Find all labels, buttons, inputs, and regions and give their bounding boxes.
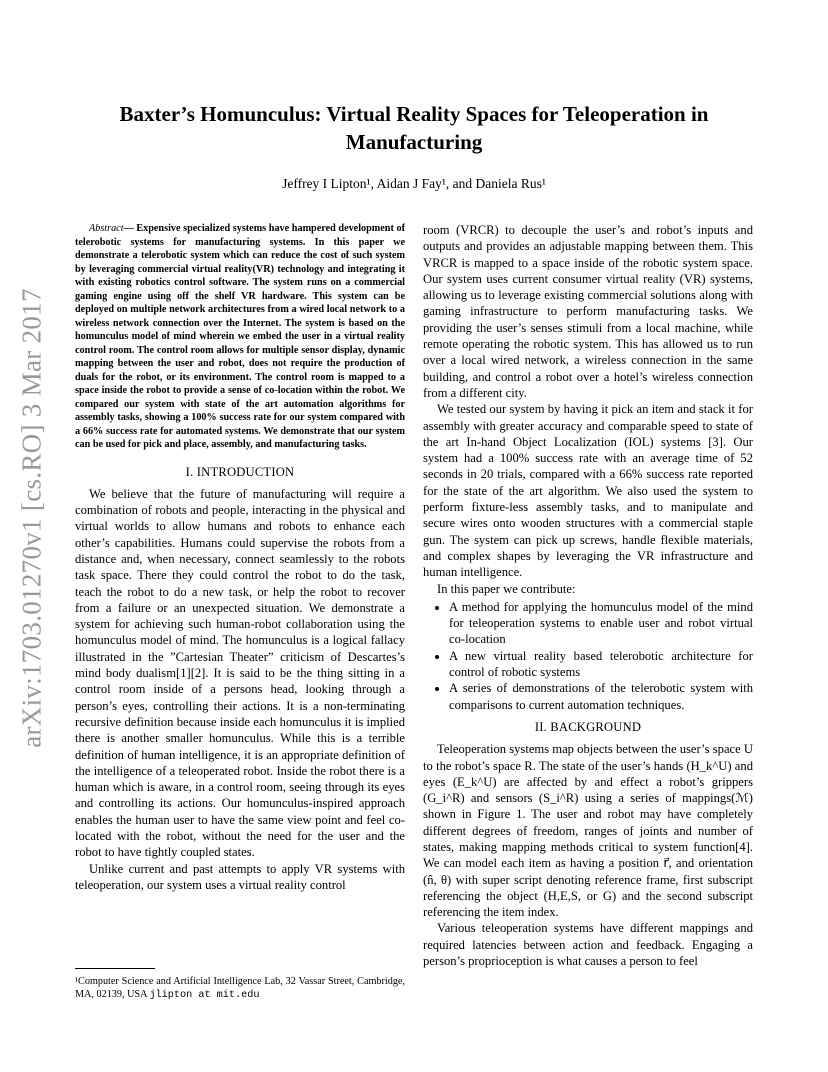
background-paragraph-2: Various teleoperation systems have different mappings and required latencies between action and feedback. Engaging a person’s proprioception is what causes a person to feel — [423, 921, 753, 969]
footnote-divider — [75, 968, 155, 969]
abstract-text: — Expensive specialized systems have hampered development of telerobotic systems for manufacturing systems. In this paper we demonstrate a telerobotic system which can reduce the cost of such system by leveraging commercial virtual reality(VR) technology and integrating it with existing robotics control software. The system runs on a commercial gaming engine using off the shelf VR hardware. This system can be deployed on multiple network architectures from a wired local network to a wireless network connection over the Internet. The system is based on the homunculus model of mind wherein we embed the user in a virtual reality control room. The control room allows for multiple sensor display, dynamic mapping between the user and robot, does not require the production of duals for the robot, or its environment. The control room is mapped to a space inside the robot to provide a sense of co-location within the robot. We compared our system with state of the art automation algorithms for assembly tasks, showing a 100% success rate for our system compared with a 66% success rate for automated systems. We demonstrate that our system can be used for pick and place, assembly, and manufacturing tasks. — [75, 223, 405, 450]
contribution-item: • A method for applying the homunculus model of the mind for teleoperation systems to enable user and robot virtual co-location — [449, 599, 753, 648]
abstract-label: Abstract — [89, 223, 124, 234]
intro-paragraph-2-part-b: room (VRCR) to decouple the user’s and robot’s inputs and outputs and provides an adjustable mapping between them. This VRCR is mapped to a space inside of the robotic system space. Our system uses current consumer virtual reality (VR) systems, allowing us to leverage existing commercial solutions along with gaming infrastructure to perform manufacturing tasks. We providing the user’s senses stimuli from a local machine, while remote operating the robotic system. This has allowed us to run over a local wired network, a wireless connection in the same building, and control a robot over a hotel’s wireless connection from a different city. — [423, 223, 753, 400]
intro-paragraph-4: In this paper we contribute: — [437, 581, 576, 596]
contribution-item: • A new virtual reality based telerobotic architecture for control of robotic systems — [449, 648, 753, 681]
footnote-text: ¹Computer Science and Artificial Intelligence Lab, 32 Vassar Street, Cambridge, MA, 02139, USA — [75, 976, 405, 1000]
background-paragraph-1: Teleoperation systems map objects between the user’s space U to the robot’s space R. The state of the user’s hands (H_k^U) and eyes (E_k^U) are affected by and effect a robot’s grippers (G_i^R) and sensors (S_i^R) using a series of mappings(ℳ) shown in Figure 1. The user and robot may have completely different degrees of freedom, ranges of joints and number of states, making mapping methods critical to system function[4]. We can model each item as having a position r⃗, and orientation (n̂, θ) with super script denoting reference frame, first subscript referencing the object (H,E,S, or G) and the second subscript referencing the item index. — [423, 742, 753, 920]
intro-paragraph-1: We believe that the future of manufacturing will require a combination of robots and people, interacting in the physical and virtual worlds to allow humans and robots to enhance each other’s capabilities. Humans could supervise the robots from a distance and, when necessary, connect seamlessly to the robots task space. There they could control the robot to do the task, teach the robot to do a new task, or help the robot to recover from a failure or an unexpected situation. We demonstrate a system for achieving such human-robot collaboration using the homunculus model of mind. The homunculus is a logical fallacy illustrated in the ”Cartesian Theater” criticism of Descartes’s mind body dualism[1][2]. It is said to be the thing sitting in a control room inside of a persons head, looking through a person’s eyes, controlling their actions. It is a non-terminating recursive definition because inside each homunculus it is implied there is another smaller homunculus. While this is a terrible definition of human intelligence, it is an appropriate definition of the intelligence of a teleoperated robot. Inside the robot there is a human which is aware, in a control room, seeing through its eyes and controlling its actions. Our homunculus-inspired approach enables the human user to have the same view point and feel co-located with the robot, without the need for the user and the robot to have tightly coupled states. — [75, 486, 405, 860]
intro-paragraph-2-start — [75, 861, 405, 894]
right-column — [423, 222, 753, 969]
left-column — [75, 222, 405, 893]
abstract — [75, 222, 405, 452]
intro-paragraph-2-cont — [423, 222, 753, 401]
paper-title: Baxter’s Homunculus: Virtual Reality Spaces for Teleoperation in Manufacturing — [119, 102, 709, 154]
intro-heading: I. INTRODUCTION — [185, 464, 295, 479]
intro-paragraph-2-part-a: Unlike current and past attempts to apply VR systems with teleoperation, our system uses a virtual reality control — [75, 861, 405, 892]
contribution-item: • A series of demonstrations of the telerobotic system with comparisons to current automation techniques. — [449, 680, 753, 713]
paper-authors: Jeffrey I Lipton¹, Aidan J Fay¹, and Daniela Rus¹ — [282, 176, 546, 191]
footnote-email: jlipton at mit.edu — [149, 990, 260, 1001]
contribution-list — [423, 599, 753, 713]
background-heading: II. BACKGROUND — [534, 719, 642, 734]
arxiv-identifier-text: arXiv:1703.01270v1 [cs.RO] 3 Mar 2017 — [16, 288, 47, 748]
arxiv-identifier — [10, 268, 54, 768]
intro-paragraph-3: We tested our system by having it pick an item and stack it for assembly with greater accuracy and comparable speed to state of the art In-hand Object Localization (IOL) systems [3]. Our system had a 100% success rate with an average time of 52 seconds in 20 trials, compared with a 66% success rate reported for the state of the art algorithm. We also used the system to perform fixture-less assembly tasks, and to manipulate and secure wires onto wooden structures with a commercial staple gun. The system can pick up screws, handle flexible materials, and complex shapes by leveraging the VR infrastructure and human intelligence. — [423, 402, 753, 580]
footnote — [75, 975, 405, 1002]
